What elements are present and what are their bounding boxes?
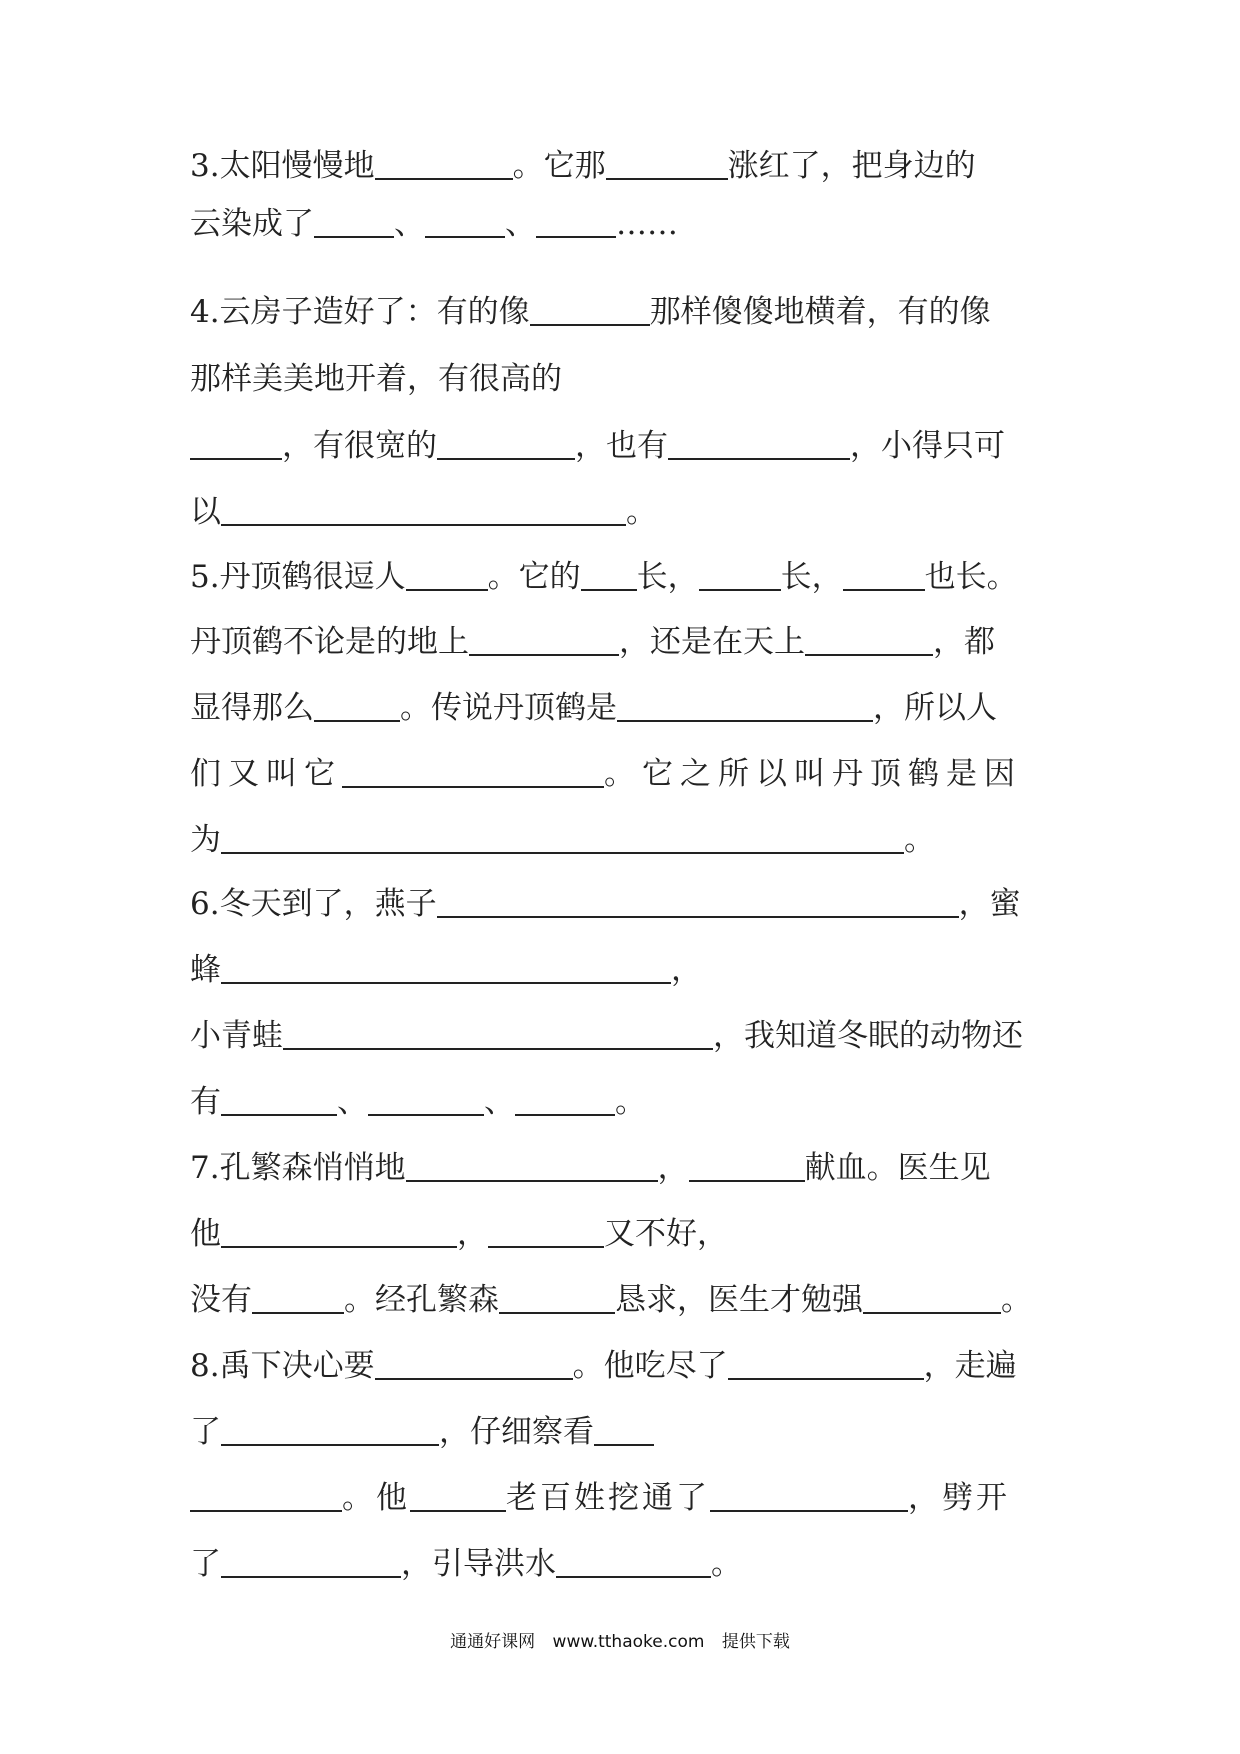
fill-blank[interactable] [221, 1552, 401, 1578]
text-segment: 。 [1001, 1282, 1032, 1318]
text-segment: 蜂 [190, 952, 221, 988]
fill-blank[interactable] [342, 762, 604, 788]
text-segment: ，我知道冬眠的动物还 [713, 1018, 1023, 1054]
text-segment: 5.丹顶鹤很逗人 [190, 559, 406, 595]
text-segment: 他 [190, 1216, 221, 1252]
question-4-line-4 [190, 490, 657, 534]
text-segment: ，小得只可 [850, 428, 1005, 464]
question-4-line-1 [190, 290, 991, 334]
text-segment: 。它那 [512, 148, 606, 184]
question-6-line-3 [190, 1014, 1023, 1058]
question-5-line-4 [190, 752, 1022, 796]
fill-blank[interactable] [437, 434, 575, 460]
fill-blank[interactable] [499, 1288, 615, 1314]
question-3-line-1 [190, 144, 976, 188]
fill-blank[interactable] [314, 212, 394, 238]
text-segment: 恳求，医生才勉强 [615, 1282, 863, 1318]
text-segment: 、 [505, 206, 536, 242]
page-footer [0, 1630, 1240, 1654]
fill-blank[interactable] [221, 500, 626, 526]
text-segment: 。他吃尽了 [572, 1348, 728, 1384]
question-6-line-4 [190, 1080, 646, 1124]
question-7-line-3 [190, 1278, 1032, 1322]
text-segment: ，仔细察看 [439, 1414, 594, 1450]
text-segment: 又不好， [604, 1216, 728, 1252]
text-segment: 们又叫它 [190, 756, 342, 792]
fill-blank[interactable] [406, 1156, 658, 1182]
question-7-line-1 [190, 1146, 991, 1190]
footer-url[interactable]: www.tthaoke.com [552, 1632, 705, 1652]
text-segment: ，引导洪水 [401, 1546, 556, 1582]
question-5-line-3 [190, 686, 997, 730]
text-segment: 丹顶鹤不论是的地上 [190, 624, 469, 660]
fill-blank[interactable] [536, 212, 616, 238]
text-segment: 、 [484, 1084, 515, 1120]
text-segment: ，都 [933, 624, 995, 660]
fill-blank[interactable] [221, 1090, 337, 1116]
question-8-line-1 [190, 1344, 1017, 1388]
question-6-line-2 [190, 948, 702, 992]
fill-blank[interactable] [863, 1288, 1001, 1314]
text-segment: ，所以人 [873, 690, 997, 726]
text-segment: 。他 [342, 1480, 410, 1516]
text-segment: ，还是在天上 [619, 624, 805, 660]
text-segment: 。传说丹顶鹤是 [400, 690, 617, 726]
text-segment: 。 [711, 1546, 742, 1582]
text-segment: ，走遍 [923, 1348, 1017, 1384]
question-5-line-1 [190, 555, 1018, 599]
text-segment: ，劈开 [908, 1480, 1010, 1516]
text-segment: 、 [394, 206, 425, 242]
fill-blank[interactable] [375, 154, 513, 180]
text-segment: 。 [904, 822, 935, 858]
fill-blank[interactable] [410, 1486, 506, 1512]
fill-blank[interactable] [190, 434, 282, 460]
text-segment: 有 [190, 1084, 221, 1120]
text-segment: 老百姓挖通了 [506, 1480, 710, 1516]
text-segment: 7.孔繁森悄悄地 [190, 1150, 406, 1186]
text-segment: 3.太阳慢慢地 [190, 148, 375, 184]
text-segment: 。经孔繁森 [344, 1282, 499, 1318]
fill-blank[interactable] [488, 1222, 604, 1248]
fill-blank[interactable] [515, 1090, 615, 1116]
text-segment: 、 [337, 1084, 368, 1120]
fill-blank[interactable] [689, 1156, 805, 1182]
text-segment: …… [616, 206, 678, 242]
question-4-line-3 [190, 424, 1005, 468]
fill-blank[interactable] [606, 154, 728, 180]
question-8-line-4 [190, 1542, 742, 1586]
fill-blank[interactable] [581, 565, 637, 591]
text-segment: 显得那么 [190, 690, 314, 726]
fill-blank[interactable] [728, 1354, 924, 1380]
fill-blank[interactable] [710, 1486, 908, 1512]
fill-blank[interactable] [425, 212, 505, 238]
question-5-line-5 [190, 818, 935, 862]
text-segment: 那样美美地开着，有很高的 [190, 361, 562, 397]
text-segment: ， [657, 1150, 689, 1186]
text-segment: 。 [615, 1084, 646, 1120]
text-segment: ， [457, 1216, 488, 1252]
text-segment: 以 [190, 494, 221, 530]
text-segment: 了 [190, 1414, 221, 1450]
text-segment: 。 [626, 494, 657, 530]
text-segment: 6.冬天到了，燕子 [190, 886, 437, 922]
fill-blank[interactable] [437, 892, 959, 918]
text-segment: ， [671, 952, 702, 988]
fill-blank[interactable] [617, 696, 873, 722]
text-segment: 4.云房子造好了：有的像 [190, 294, 530, 330]
fill-blank[interactable] [594, 1420, 654, 1446]
text-segment: 8.禹下决心要 [190, 1348, 375, 1384]
fill-blank[interactable] [805, 630, 933, 656]
fill-blank[interactable] [375, 1354, 573, 1380]
text-segment: ，也有 [575, 428, 668, 464]
text-segment: 为 [190, 822, 221, 858]
footer-suffix: 提供下载 [721, 1632, 790, 1652]
fill-blank[interactable] [556, 1552, 711, 1578]
footer-site-name: 通通好课网 [450, 1632, 536, 1652]
text-segment: 小青蛙 [190, 1018, 283, 1054]
text-segment: 那样傻傻地横着，有的像 [649, 294, 991, 330]
fill-blank[interactable] [530, 300, 650, 326]
question-8-line-2 [190, 1410, 654, 1454]
text-segment: 长， [780, 559, 843, 595]
fill-blank[interactable] [221, 958, 671, 984]
fill-blank[interactable] [469, 630, 619, 656]
question-7-line-2 [190, 1212, 728, 1256]
question-8-line-3 [190, 1476, 1010, 1520]
fill-blank[interactable] [406, 565, 488, 591]
question-6-line-1 [190, 882, 1021, 926]
fill-blank[interactable] [699, 565, 781, 591]
text-segment: 了 [190, 1546, 221, 1582]
fill-blank[interactable] [314, 696, 400, 722]
text-segment: 长， [636, 559, 699, 595]
text-segment: ，有很宽的 [282, 428, 437, 464]
fill-blank[interactable] [221, 828, 904, 854]
fill-blank[interactable] [190, 1486, 342, 1512]
fill-blank[interactable] [221, 1222, 457, 1248]
text-segment: 也长。 [924, 559, 1018, 595]
question-3-line-2 [190, 202, 678, 246]
question-4-line-2 [190, 357, 562, 401]
text-segment: ，蜜 [958, 886, 1021, 922]
text-segment: 。它的 [487, 559, 581, 595]
text-segment: 云染成了 [190, 206, 314, 242]
fill-blank[interactable] [843, 565, 925, 591]
text-segment: 。它之所以叫丹顶鹤是因 [604, 756, 1022, 792]
fill-blank[interactable] [221, 1420, 439, 1446]
text-segment: 献血。医生见 [804, 1150, 991, 1186]
text-segment: 涨红了，把身边的 [727, 148, 976, 184]
fill-blank[interactable] [283, 1024, 713, 1050]
fill-blank[interactable] [668, 434, 850, 460]
text-segment: 没有 [190, 1282, 252, 1318]
fill-blank[interactable] [368, 1090, 484, 1116]
question-5-line-2 [190, 620, 995, 664]
fill-blank[interactable] [252, 1288, 344, 1314]
